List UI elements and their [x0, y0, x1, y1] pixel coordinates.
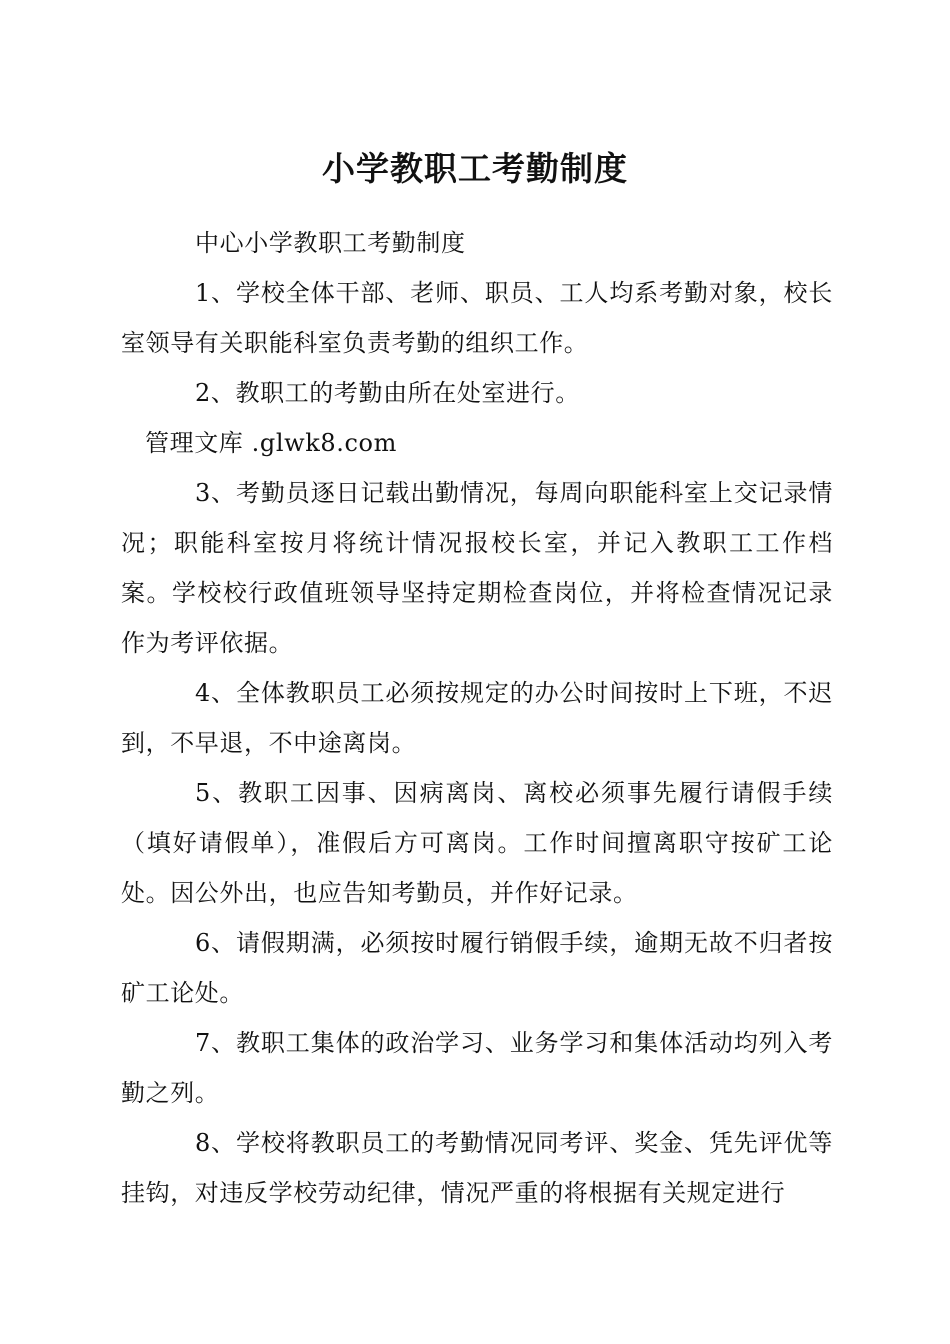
paragraph-7: 7、教职工集体的政治学习、业务学习和集体活动均列入考勤之列。	[121, 1029, 833, 1107]
paragraph-6: 6、请假期满，必须按时履行销假手续，逾期无故不归者按矿工论处。	[121, 929, 833, 1007]
paragraph-5: 5、教职工因事、因病离岗、离校必须事先履行请假手续（填好请假单），准假后方可离岗。工作时间擅离职守按矿工论处。因公外出，也应告知考勤员，并作好记录。	[121, 779, 833, 907]
document-body	[121, 218, 833, 1218]
paragraph-2: 2、教职工的考勤由所在处室进行。	[195, 379, 580, 407]
document-title: 小学教职工考勤制度	[322, 149, 628, 188]
paragraph-4: 4、全体教职员工必须按规定的办公时间按时上下班，不迟到，不早退，不中途离岗。	[121, 679, 833, 757]
paragraph-8: 8、学校将教职员工的考勤情况同考评、奖金、凭先评优等挂钩，对违反学校劳动纪律，情况严重的将根据有关规定进行	[121, 1129, 833, 1207]
source-watermark-line: 管理文库 .glwk8.com	[145, 429, 397, 457]
paragraph-3: 3、考勤员逐日记载出勤情况，每周向职能科室上交记录情况；职能科室按月将统计情况报校长室，并记入教职工工作档案。学校校行政值班领导坚持定期检查岗位，并将检查情况记录作为考评依据。	[121, 479, 833, 657]
subtitle-paragraph: 中心小学教职工考勤制度	[195, 229, 466, 257]
paragraph-1: 1、学校全体干部、老师、职员、工人均系考勤对象，校长室领导有关职能科室负责考勤的组织工作。	[121, 279, 833, 357]
